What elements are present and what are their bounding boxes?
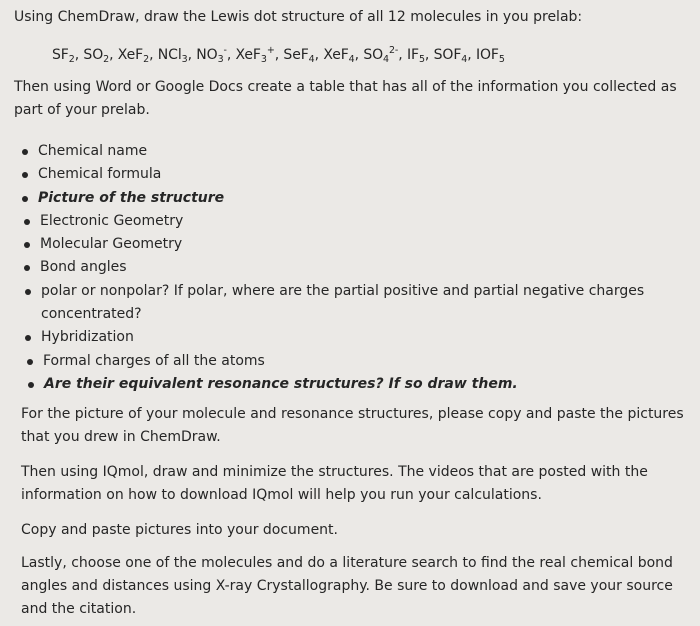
list-item	[0, 326, 644, 349]
list-item-label: Hybridization	[41, 329, 134, 346]
molecule-formula: $IF_5$	[406, 47, 425, 65]
list-item	[0, 187, 644, 210]
bullet-icon	[22, 196, 28, 202]
list-item	[0, 373, 644, 396]
molecule-formula: $SO_2$	[83, 47, 110, 65]
molecule-formula: $SOF_4$	[433, 47, 468, 65]
list-item	[0, 280, 644, 327]
bullet-icon	[28, 382, 34, 388]
bullet-icon	[25, 335, 31, 341]
list-item-label: polar or nonpolar? If polar, where are the partial positive and partial negative charges	[41, 282, 645, 299]
picture-instructions: For the picture of your molecule and resonance structures, please copy and paste the pictures that you drew in ChemDraw.	[21, 406, 684, 445]
list-item	[0, 233, 644, 256]
molecule-formula: $IOF_5$	[475, 47, 505, 65]
molecule-formula: $SO_4^{2-}$	[363, 45, 399, 65]
list-item-label: Molecular Geometry	[40, 236, 183, 253]
list-item	[0, 140, 644, 163]
list-item-label: Are their equivalent resonance structures? If so draw them.	[44, 375, 518, 392]
bullet-icon	[24, 265, 30, 271]
molecule-formula: XeF$_4$	[323, 47, 355, 65]
molecule-formula: XeF$_2$	[117, 47, 150, 65]
bullet-icon	[24, 242, 30, 248]
table-instructions: Then using Word or Google Docs create a table that has all of the information you collected as part of your prelab.	[14, 79, 677, 118]
list-item-label-continued: concentrated?	[41, 306, 142, 323]
molecule-formula: SeF$_4$	[283, 47, 315, 65]
intro-text: Using ChemDraw, draw the Lewis dot structure of all 12 molecules in you prelab:	[14, 9, 583, 25]
list-item-label: Bond angles	[40, 259, 127, 276]
iqmol-instructions: Then using IQmol, draw and minimize the structures. The videos that are posted with the information on how to download IQmol will help you run your calculations.	[21, 464, 648, 503]
molecule-formula: $NO_3^-$	[196, 45, 227, 65]
molecule-formula: $SF_2$	[52, 47, 75, 65]
bullet-icon	[25, 289, 31, 295]
molecule-formula-list: $SF_2$, $SO_2$, XeF$_2$, NCl$_3$, $NO_3^-$, XeF$_3$+, SeF$_4$, XeF$_4$, $SO_4^{2-}$, $IF_5$, $SOF_4$, $IOF_5$	[52, 45, 505, 65]
list-item-label: Picture of the structure	[38, 189, 225, 206]
bullet-icon	[24, 219, 30, 225]
list-item-label: Electronic Geometry	[40, 212, 184, 229]
copy-paste-instructions: Copy and paste pictures into your document.	[21, 522, 338, 538]
list-item	[0, 210, 644, 233]
list-item	[0, 256, 644, 279]
molecule-formula: NCl$_3$	[157, 47, 188, 65]
molecule-formula: XeF$_3$+	[235, 45, 275, 65]
literature-search-instructions: Lastly, choose one of the molecules and do a literature search to find the real chemical bond angles and distances using X-ray Crystallography. Be sure to download and save your source and the citation.	[21, 555, 673, 617]
table-fields-list	[0, 140, 644, 396]
list-item	[0, 350, 644, 373]
bullet-icon	[27, 359, 33, 365]
bullet-icon	[22, 172, 28, 178]
list-item	[0, 163, 644, 186]
list-item-label: Formal charges of all the atoms	[43, 352, 265, 369]
bullet-icon	[22, 149, 28, 155]
list-item-label: Chemical formula	[38, 166, 162, 183]
list-item-label: Chemical name	[38, 143, 148, 159]
